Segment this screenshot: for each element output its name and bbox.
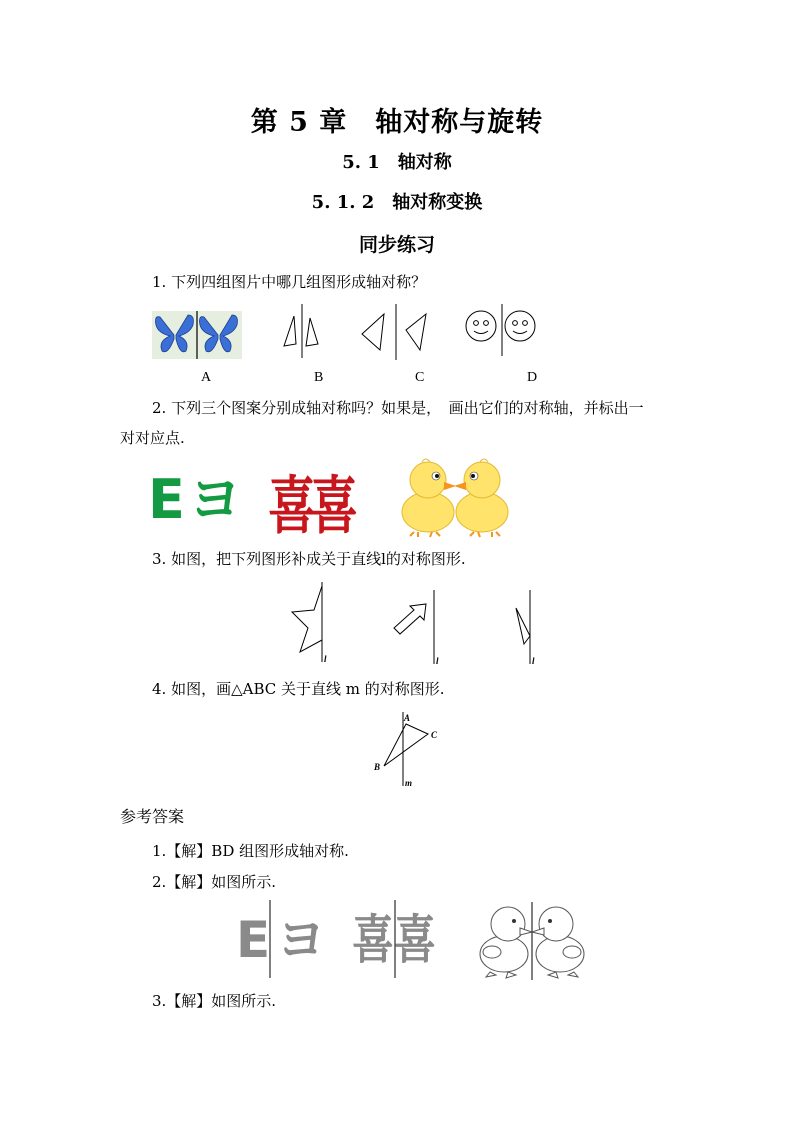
gray-reversed-e-letter: ヨ <box>276 911 326 969</box>
option-label-c: C <box>415 370 425 385</box>
q3-axis-label-2: l <box>436 656 439 666</box>
gray-xi-character-right: 喜 <box>394 908 437 970</box>
axis-m-label: m <box>405 778 413 788</box>
q3-triangle-half-figure <box>510 590 540 668</box>
answer-2-text: 2.【解】如图所示. <box>152 873 277 891</box>
chapter-title: 第 5 章 轴对称与旋转 <box>250 107 544 138</box>
answers-heading: 参考答案 <box>120 807 185 826</box>
option-label-a: A <box>201 370 212 385</box>
butterfly-pair-image <box>152 311 242 359</box>
point-a-label: A <box>404 713 411 723</box>
answer-1-text: 1.【解】BD 组图形成轴对称. <box>152 842 349 860</box>
q3-star-half-figure <box>290 582 335 666</box>
triangle-pair-b <box>272 304 332 358</box>
red-xi-character-left: 喜 <box>268 470 317 544</box>
q3-axis-label-1: l <box>324 654 327 664</box>
question-4-text: 4. 如图，画△ABC 关于直线 m 的对称图形. <box>152 680 445 698</box>
duckling-pair-image <box>396 458 514 538</box>
section-title: 5. 1 轴对称 <box>342 152 452 173</box>
gray-xi-character-left: 喜 <box>352 908 395 970</box>
smiley-pair-image <box>462 304 542 356</box>
green-e-letter: E <box>148 468 185 531</box>
question-1-text: 1. 下列四组图片中哪几组图形成轴对称？ <box>152 273 427 291</box>
triangle-pair-c <box>358 304 434 360</box>
green-reversed-e-letter: ヨ <box>188 468 242 531</box>
question-2-text-line2: 对对应点. <box>120 429 185 447</box>
subsection-title: 5. 1. 2 轴对称变换 <box>311 192 483 213</box>
option-label-b: B <box>314 370 324 385</box>
gray-e-letter: E <box>236 911 271 969</box>
red-xi-character-right: 喜 <box>310 470 359 544</box>
point-c-label: C <box>431 730 438 740</box>
outline-duckling-pair-image <box>474 902 590 980</box>
option-label-d: D <box>527 370 538 385</box>
question-2-text-line1: 2. 下列三个图案分别成轴对称吗？如果是， 画出它们的对称轴，并标出一 <box>152 399 644 417</box>
point-b-label: B <box>374 762 381 772</box>
question-3-text: 3. 如图，把下列图形补成关于直线l的对称图形. <box>152 550 466 568</box>
q4-triangle-figure <box>372 712 444 788</box>
q3-arrow-half-figure <box>392 590 444 668</box>
answer-3-text: 3.【解】如图所示. <box>152 992 277 1010</box>
exercise-heading: 同步练习 <box>358 234 435 256</box>
answer-axis-e <box>269 900 271 978</box>
q3-axis-label-3: l <box>532 656 535 666</box>
